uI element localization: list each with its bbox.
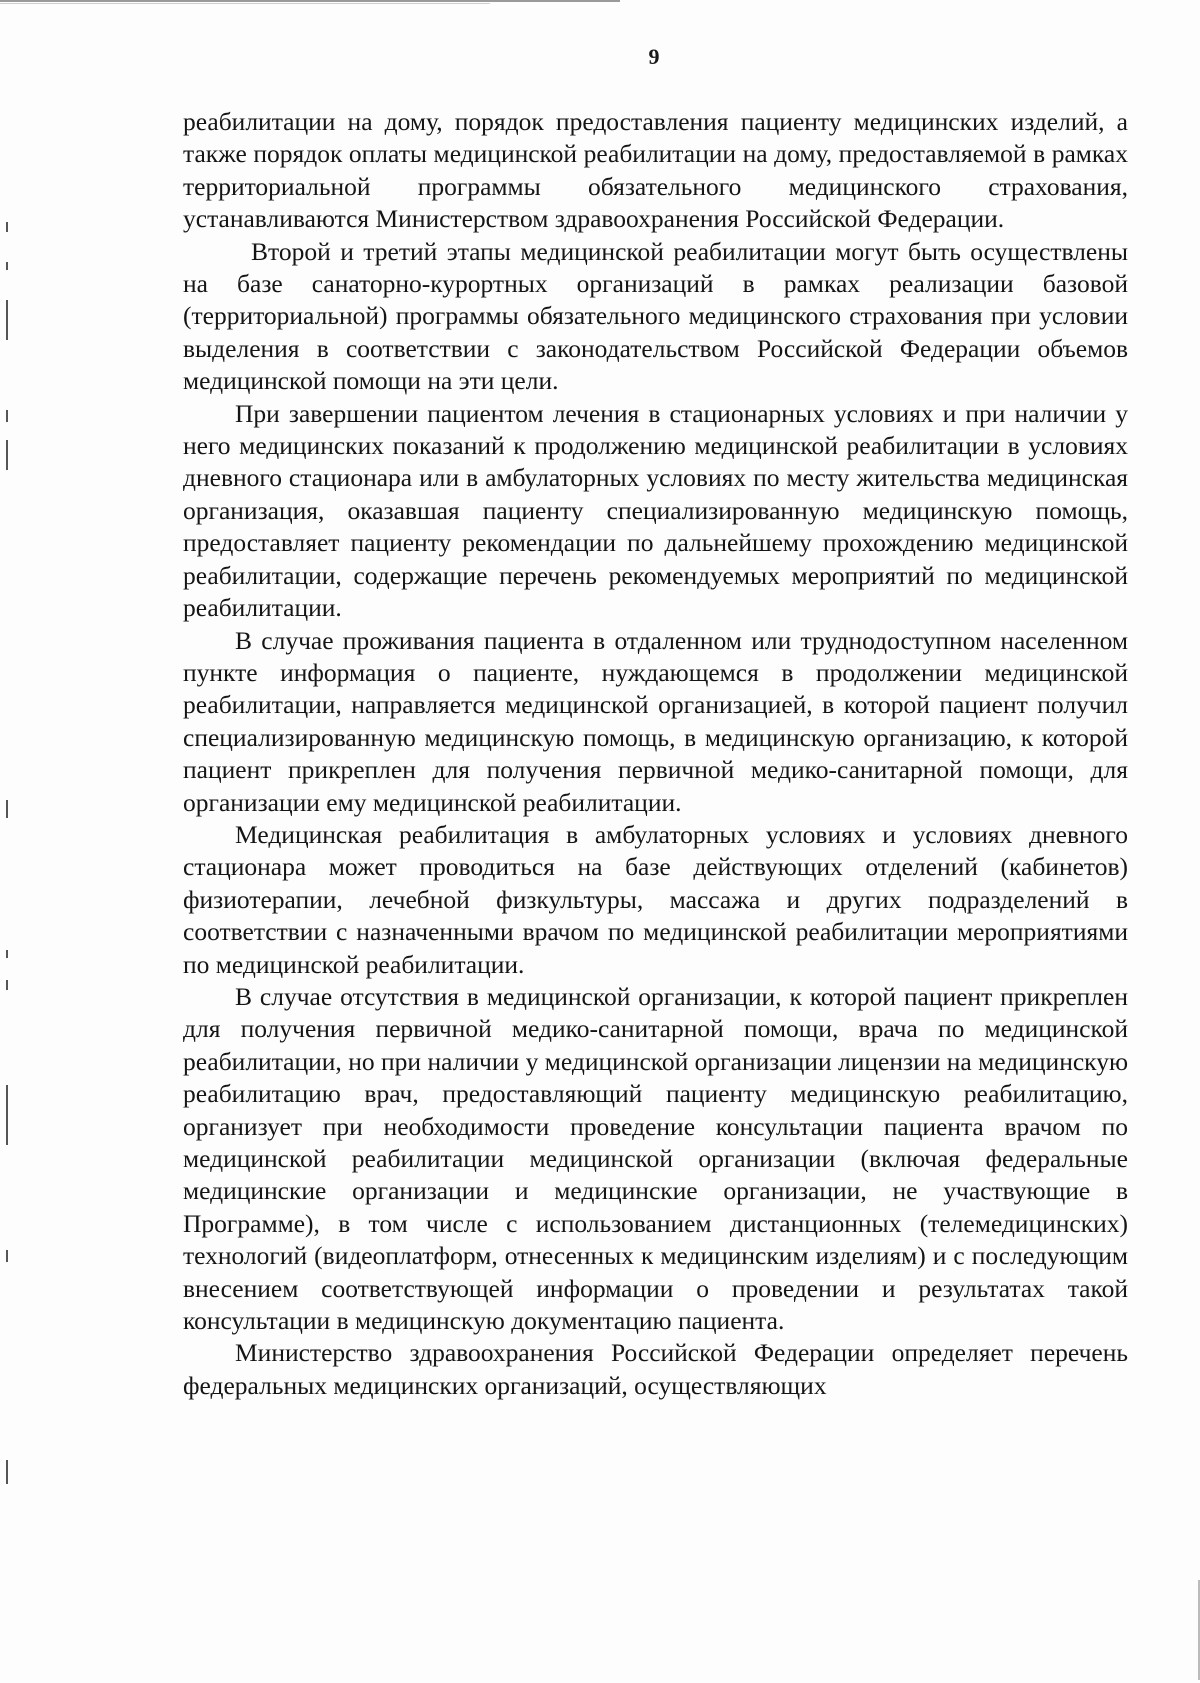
document-body xyxy=(183,106,1128,1402)
page-number: 9 xyxy=(648,44,660,69)
paragraph-7: Министерство здравоохранения Российской Федерации определяет перечень федеральных медицинских организаций, осуществляющих xyxy=(183,1338,1128,1400)
scan-mark xyxy=(6,800,8,818)
scan-mark xyxy=(6,980,8,990)
paragraph-2: Второй и третий этапы медицинской реабилитации могут быть осуществлены на базе санаторно-курортных организаций в рамках реализации базовой (территориальной) программы обязательного медицинского страхования при условии выделения в соответствии с законодательством Российской Федерации объемов медицинской помощи на эти цели. xyxy=(183,236,1128,396)
scan-mark xyxy=(6,1085,8,1145)
paragraph-5: Медицинская реабилитация в амбулаторных условиях и условиях дневного стационара может проводиться на базе действующих отделений (кабинетов) физиотерапии, лечебной физкультуры, массажа и других подразделений в соответствии с назначенными врачом по медицинской реабилитации мероприятиями по медицинской реабилитации. xyxy=(183,819,1128,979)
paragraph-1: реабилитации на дому, порядок предоставления пациенту медицинских изделий, а также порядок оплаты медицинской реабилитации на дому, предоставляемой в рамках территориальной программы обязательного медицинского страхования, устанавливаются Министерством здравоохранения Российской Федерации. xyxy=(183,107,1128,234)
scan-mark xyxy=(6,950,8,958)
scan-mark xyxy=(6,1250,8,1262)
paragraph-4: В случае проживания пациента в отдаленном или труднодоступном населенном пункте информация о пациенте, нуждающемся в продолжении медицинской реабилитации, направляется медицинской организацией, в которой пациент получил специализированную медицинскую помощь, в медицинскую организацию, к которой пациент прикреплен для получения первичной медико-санитарной помощи, для организации ему медицинской реабилитации. xyxy=(183,625,1128,817)
scan-mark xyxy=(6,1460,8,1484)
scan-mark xyxy=(6,222,8,232)
scan-margin-marks xyxy=(0,0,14,1683)
paragraph-3: При завершении пациентом лечения в стационарных условиях и при наличии у него медицинских показаний к продолжению медицинской реабилитации в условиях дневного стационара или в амбулаторных условиях по месту жительства медицинская организация, оказавшая пациенту специализированную медицинскую помощь, предоставляет пациенту рекомендации по дальнейшему прохождению медицинской реабилитации, содержащие перечень рекомендуемых мероприятий по медицинской реабилитации. xyxy=(183,398,1128,623)
scan-mark xyxy=(6,262,8,270)
scan-top-rule-thin xyxy=(0,3,490,4)
scan-mark xyxy=(6,440,8,470)
scan-top-rule xyxy=(0,0,620,2)
scan-mark xyxy=(6,300,8,340)
scan-mark xyxy=(6,410,8,422)
paragraph-6: В случае отсутствия в медицинской организации, к которой пациент прикреплен для получения первичной медико-санитарной помощи, врача по медицинской реабилитации, но при наличии у медицинской организации лицензии на медицинскую реабилитацию врач, предоставляющий пациенту медицинскую реабилитацию, организует при необходимости проведение консультации пациента врачом по медицинской реабилитации медицинской организации (включая федеральные медицинские организации и медицинские организации, не участвующие в Программе), в том числе с использованием дистанционных (телемедицинских) технологий (видеоплатформ, отнесенных к медицинским изделиям) и с последующим внесением соответствующей информации о проведении и результатах такой консультации в медицинскую документацию пациента. xyxy=(183,981,1128,1336)
